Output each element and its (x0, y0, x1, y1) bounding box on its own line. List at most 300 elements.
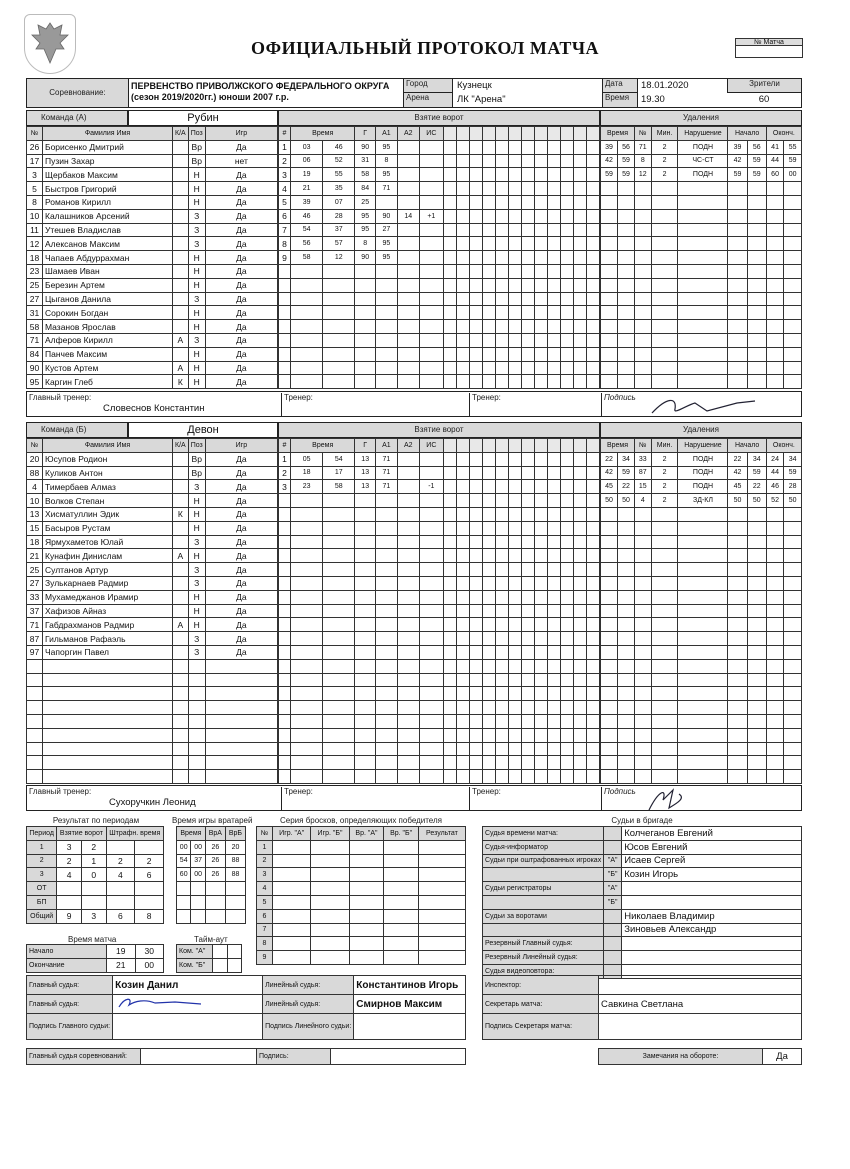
player-name: Мазанов Ярослав (43, 320, 173, 334)
main-referee-label-2: Главный судья: (27, 995, 113, 1014)
penalty-infraction (678, 361, 728, 375)
shootout-title: Серия бросков, определяющих победителя (280, 816, 442, 825)
player-position: З (188, 223, 205, 237)
goalie-time-table: Время ВрА ВрБ 00 00 26 20 54 37 26 88 60 00 26 88 (176, 826, 246, 924)
player-number: 84 (27, 347, 43, 361)
penalty-row (601, 375, 802, 389)
secretary-sign-label: Подпись Секретаря матча: (483, 1014, 599, 1040)
goal-row (279, 209, 600, 223)
player-row (27, 645, 278, 659)
player-name: Цыганов Данила (43, 292, 173, 306)
player-position: З (188, 480, 205, 494)
player-row (27, 480, 278, 494)
shootout-row: 2 (257, 854, 466, 868)
player-row (27, 333, 278, 347)
player-played: Да (205, 347, 277, 361)
penalty-infraction (678, 182, 728, 196)
player-row (27, 618, 278, 632)
goal-situation (419, 182, 443, 196)
goal-scorer: 13 (355, 452, 376, 466)
penalty-infraction (678, 632, 728, 646)
player-number: 71 (27, 333, 43, 347)
team-a-label: Команда (А) (26, 110, 128, 126)
penalty-row (601, 306, 802, 320)
goal-min: 05 (291, 452, 323, 466)
player-position: З (188, 535, 205, 549)
penalty-row (601, 195, 802, 209)
penalty-row (601, 576, 802, 590)
goal-sec: 54 (323, 452, 355, 466)
match-start-hour: 19 (107, 945, 136, 959)
empty-row (27, 756, 278, 770)
goal-row (279, 618, 600, 632)
empty-row (27, 770, 278, 784)
player-row (27, 168, 278, 182)
goal-row (279, 140, 600, 154)
player-name: Романов Кирилл (43, 195, 173, 209)
team-b-goals-title: Взятие ворот (278, 422, 600, 438)
player-ka (173, 182, 189, 196)
period-row: Общий 9 3 6 8 (27, 909, 164, 923)
player-ka (173, 251, 189, 265)
player-name: Каргин Глеб (43, 375, 173, 389)
player-name: Кустов Артем (43, 361, 173, 375)
sign-line-label: Подпись Линейного судьи: (263, 1014, 354, 1040)
player-played: Да (205, 480, 277, 494)
player-name: Ярмухаметов Юлай (43, 535, 173, 549)
player-row (27, 604, 278, 618)
goal-sec: 52 (323, 154, 355, 168)
goal-row (279, 480, 600, 494)
penalty-row (601, 659, 802, 673)
penalty-row: 45 22 15 2 ПОДН 45 22 46 28 (601, 480, 802, 494)
notes-table (598, 1048, 802, 1065)
penalty-infraction: ЧС-СТ (678, 154, 728, 168)
goal-row (279, 507, 600, 521)
team-b-name: Девон (128, 422, 278, 438)
player-played: Да (205, 521, 277, 535)
penalty-infraction (678, 756, 728, 770)
empty-row (27, 728, 278, 742)
team-b-goals-table: # Время Г А1 А2 ИС 1 05 54 13 71 2 18 17 13 71 3 23 58 13 71 -1 (278, 438, 600, 784)
goal-min: 19 (291, 168, 323, 182)
player-ka (173, 535, 189, 549)
goal-number: 1 (279, 452, 291, 466)
goal-row (279, 292, 600, 306)
player-played: Да (205, 645, 277, 659)
goal-situation (419, 140, 443, 154)
player-ka (173, 645, 189, 659)
goal-row (279, 494, 600, 508)
goal-min: 54 (291, 223, 323, 237)
player-played: Да (205, 576, 277, 590)
goal-row (279, 549, 600, 563)
referee-signature-icon (115, 995, 205, 1011)
player-name: Кунафин Динислам (43, 549, 173, 563)
team-b-head-coach: Сухоручкин Леонид (109, 797, 196, 808)
player-position: Вр (188, 452, 205, 466)
player-row (27, 140, 278, 154)
goal-sec: 17 (323, 466, 355, 480)
goal-assist-1: 95 (376, 168, 398, 182)
official-row: Судья видеоповтора: (483, 964, 802, 978)
team-a-roster-table (26, 126, 278, 389)
linesman-2: Смирнов Максим (354, 995, 466, 1014)
col-played: Игр (205, 127, 277, 141)
penalty-infraction (678, 770, 728, 784)
col-no: № (27, 127, 43, 141)
player-number: 25 (27, 278, 43, 292)
player-name: Юсупов Родион (43, 452, 173, 466)
goal-row (279, 742, 600, 756)
goal-assist-1: 71 (376, 480, 398, 494)
goal-row (279, 306, 600, 320)
competition-label: Соревнование: (27, 79, 129, 107)
player-ka (173, 521, 189, 535)
team-b-coach-row (26, 785, 802, 811)
goal-row (279, 320, 600, 334)
player-name: Тимербаев Алмаз (43, 480, 173, 494)
team-b-label: Команда (Б) (26, 422, 128, 438)
arena-value: ЛК "Арена" (457, 94, 506, 105)
player-name: Волков Степан (43, 494, 173, 508)
player-name: Габдрахманов Радмир (43, 618, 173, 632)
time-label: Время (602, 93, 638, 107)
goal-row (279, 168, 600, 182)
goal-scorer: 31 (355, 154, 376, 168)
player-position: Вр (188, 154, 205, 168)
goal-sec: 58 (323, 480, 355, 494)
officials-table (482, 826, 802, 979)
player-played: Да (205, 604, 277, 618)
player-position: Н (188, 320, 205, 334)
col-no: № (27, 439, 43, 453)
team-a-penalties-table: Время № Мин. Нарушение Начало Оконч. 39 56 71 2 ПОДН 39 56 41 55 42 59 8 2 ЧС-СТ 42 59 44 59 59 59 12 2 ПОДН 59 59 60 00 (600, 126, 802, 389)
player-played: Да (205, 237, 277, 251)
player-number: 21 (27, 549, 43, 563)
player-ka (173, 292, 189, 306)
goalie-time-title: Время игры вратарей (172, 816, 253, 825)
goal-scorer: 84 (355, 182, 376, 196)
main-referee-1: Козин Данил (113, 976, 263, 995)
player-ka: К (173, 375, 189, 389)
col-played: Игр (205, 439, 277, 453)
timeout-a-label: Ком. "А" (177, 945, 213, 959)
penalty-infraction (678, 237, 728, 251)
player-row (27, 563, 278, 577)
col-name: Фамилия Имя (43, 439, 173, 453)
player-position: Н (188, 278, 205, 292)
penalty-infraction (678, 209, 728, 223)
penalty-infraction (678, 333, 728, 347)
period-row: OT (27, 882, 164, 896)
goal-scorer: 13 (355, 480, 376, 494)
player-row (27, 251, 278, 265)
team-b-coach-label: Тренер: (281, 787, 313, 811)
player-position: З (188, 576, 205, 590)
player-name: Щербаков Максим (43, 168, 173, 182)
player-played: Да (205, 223, 277, 237)
spectators-value: 60 (758, 94, 770, 105)
goal-row (279, 687, 600, 701)
goal-row (279, 604, 600, 618)
goal-row (279, 223, 600, 237)
player-number: 27 (27, 292, 43, 306)
player-ka (173, 466, 189, 480)
player-ka (173, 604, 189, 618)
player-row (27, 209, 278, 223)
goal-assist-1 (376, 195, 398, 209)
player-number: 87 (27, 632, 43, 646)
col-name: Фамилия Имя (43, 127, 173, 141)
player-row (27, 264, 278, 278)
sign-main-label: Подпись Главного судьи: (27, 1014, 113, 1040)
penalty-infraction (678, 306, 728, 320)
match-end-label: Окончание (27, 958, 107, 972)
player-ka (173, 320, 189, 334)
shootout-row: 6 (257, 909, 466, 923)
player-ka (173, 590, 189, 604)
goal-number: 5 (279, 195, 291, 209)
goalie-time-row (177, 882, 246, 896)
team-a-name: Рубин (128, 110, 278, 126)
goal-situation (419, 223, 443, 237)
goal-row (279, 278, 600, 292)
player-name: Утешев Владислав (43, 223, 173, 237)
shootout-row: 8 (257, 937, 466, 951)
player-played: Да (205, 195, 277, 209)
player-ka (173, 223, 189, 237)
official-row: Судья времени матча: Колчеганов Евгений (483, 827, 802, 841)
penalty-infraction (678, 195, 728, 209)
empty-row (27, 742, 278, 756)
player-position: Н (188, 507, 205, 521)
match-number-box (735, 38, 803, 58)
goal-sec: 55 (323, 168, 355, 182)
penalty-row (601, 756, 802, 770)
goal-row (279, 728, 600, 742)
penalty-row (601, 223, 802, 237)
player-number: 37 (27, 604, 43, 618)
penalty-row (601, 590, 802, 604)
team-b-penalties-table: Время № Мин. Нарушение Начало Оконч. 22 34 33 2 ПОДН 22 34 24 34 42 59 87 2 ПОДН 42 59 44 59 45 22 15 2 ПОДН 45 22 46 28 50 50 4 2 ЗД-КЛ 50 50 52 50 (600, 438, 802, 784)
period-row: 3 4 0 4 6 (27, 868, 164, 882)
player-ka: А (173, 549, 189, 563)
penalty-row (601, 618, 802, 632)
goal-assist-2: 14 (397, 209, 419, 223)
penalty-row: 42 59 87 2 ПОДН 42 59 44 59 (601, 466, 802, 480)
player-played: Да (205, 375, 277, 389)
goal-scorer: 90 (355, 251, 376, 265)
player-name: Мухамеджанов Ирамир (43, 590, 173, 604)
penalty-row (601, 632, 802, 646)
player-name: Хисматуллин Эдик (43, 507, 173, 521)
player-row (27, 521, 278, 535)
main-referee-2 (113, 995, 263, 1014)
player-ka (173, 576, 189, 590)
player-position: З (188, 563, 205, 577)
penalty-infraction (678, 320, 728, 334)
goal-min: 03 (291, 140, 323, 154)
player-number: 12 (27, 237, 43, 251)
spectators-label: Зрители (727, 79, 801, 93)
player-row (27, 494, 278, 508)
inspector-label: Инспектор: (483, 976, 599, 995)
player-ka (173, 480, 189, 494)
player-position: Н (188, 306, 205, 320)
player-name: Алферов Кирилл (43, 333, 173, 347)
player-number: 10 (27, 494, 43, 508)
penalty-row (601, 673, 802, 687)
player-position: Н (188, 521, 205, 535)
player-row (27, 576, 278, 590)
penalty-infraction (678, 576, 728, 590)
player-position: Н (188, 168, 205, 182)
goal-number: 7 (279, 223, 291, 237)
goal-assist-1: 27 (376, 223, 398, 237)
goal-number: 2 (279, 466, 291, 480)
goal-assist-2 (397, 452, 419, 466)
competition-header (26, 78, 802, 108)
competition-value: ПЕРВЕНСТВО ПРИВОЛЖСКОГО ФЕДЕРАЛЬНОГО ОКРУГА (сезон 2019/2020гг.) юноши 2007 г.р. (131, 81, 390, 102)
goal-assist-1: 95 (376, 140, 398, 154)
player-ka (173, 347, 189, 361)
player-ka: А (173, 333, 189, 347)
penalty-infraction (678, 742, 728, 756)
linesman-1: Константинов Игорь (354, 976, 466, 995)
goal-assist-1: 71 (376, 466, 398, 480)
player-row (27, 361, 278, 375)
penalty-row (601, 278, 802, 292)
goal-number: 4 (279, 182, 291, 196)
document-title: ОФИЦИАЛЬНЫЙ ПРОТОКОЛ МАТЧА (250, 38, 600, 58)
goal-assist-2 (397, 480, 419, 494)
shootout-row: 1 (257, 840, 466, 854)
empty-row (27, 701, 278, 715)
goal-row (279, 361, 600, 375)
penalty-row (601, 347, 802, 361)
player-number: 18 (27, 251, 43, 265)
chief-sign-label: Подпись: (257, 1049, 331, 1065)
time-value: 19.30 (641, 94, 665, 105)
goal-assist-2 (397, 237, 419, 251)
player-ka (173, 209, 189, 223)
goal-sec: 37 (323, 223, 355, 237)
player-position: Н (188, 347, 205, 361)
chief-referee-label: Главный судья соревнований: (27, 1049, 141, 1065)
player-ka (173, 632, 189, 646)
player-ka (173, 140, 189, 154)
city-value: Кузнецк (457, 80, 492, 91)
goal-scorer: 90 (355, 140, 376, 154)
goal-row (279, 375, 600, 389)
player-number: 17 (27, 154, 43, 168)
team-b-roster-table (26, 438, 278, 784)
player-number: 23 (27, 264, 43, 278)
player-number: 3 (27, 168, 43, 182)
player-row (27, 466, 278, 480)
period-row: 1 3 2 (27, 840, 164, 854)
goal-row (279, 466, 600, 480)
team-a-goals-table: # Время Г А1 А2 ИС 1 03 46 90 95 2 06 52 31 8 3 19 55 58 95 4 21 35 84 71 5 39 07 25 6 46 28 95 90 14 +1 7 54 37 95 27 8 56 57 8 95 9 58 12 90 95 (278, 126, 600, 389)
penalty-infraction (678, 507, 728, 521)
player-name: Борисенко Дмитрий (43, 140, 173, 154)
player-row (27, 292, 278, 306)
player-number: 13 (27, 507, 43, 521)
match-end-hour: 21 (107, 958, 136, 972)
player-number: 26 (27, 140, 43, 154)
goal-row (279, 154, 600, 168)
match-time-title: Время матча (68, 935, 117, 944)
player-row (27, 632, 278, 646)
player-number: 8 (27, 195, 43, 209)
player-ka (173, 306, 189, 320)
goal-assist-2 (397, 140, 419, 154)
empty-row (27, 659, 278, 673)
player-number: 15 (27, 521, 43, 535)
player-played: Да (205, 618, 277, 632)
player-ka (173, 264, 189, 278)
team-a-signature-icon (647, 395, 757, 417)
player-position: З (188, 645, 205, 659)
penalty-row (601, 507, 802, 521)
team-a-coach2-label: Тренер: (469, 393, 501, 417)
match-end-min: 00 (135, 958, 164, 972)
penalty-infraction: ЗД-КЛ (678, 494, 728, 508)
penalty-row (601, 237, 802, 251)
arena-label: Арена (403, 93, 453, 107)
penalty-row (601, 604, 802, 618)
penalty-row: 22 34 33 2 ПОДН 22 34 24 34 (601, 452, 802, 466)
timeout-title: Тайм-аут (194, 935, 228, 944)
penalty-row (601, 209, 802, 223)
goal-min: 23 (291, 480, 323, 494)
goalie-time-row: 60 00 26 88 (177, 868, 246, 882)
goal-min: 56 (291, 237, 323, 251)
match-start-min: 30 (135, 945, 164, 959)
match-time-table (26, 944, 164, 973)
player-row (27, 237, 278, 251)
goal-row (279, 659, 600, 673)
goal-row (279, 673, 600, 687)
player-position: Вр (188, 466, 205, 480)
player-row (27, 306, 278, 320)
notes-label: Замечания на обороте: (599, 1049, 763, 1065)
player-ka (173, 154, 189, 168)
player-played: Да (205, 168, 277, 182)
chief-referee-table (26, 1048, 466, 1065)
player-name: Калашников Арсений (43, 209, 173, 223)
goal-assist-2 (397, 466, 419, 480)
penalty-infraction: ПОДН (678, 452, 728, 466)
goal-scorer: 25 (355, 195, 376, 209)
penalty-row (601, 251, 802, 265)
player-played: Да (205, 209, 277, 223)
player-played: Да (205, 549, 277, 563)
penalty-infraction (678, 223, 728, 237)
shootout-row: 5 (257, 895, 466, 909)
shootout-row: 7 (257, 923, 466, 937)
goal-min: 46 (291, 209, 323, 223)
goal-row (279, 452, 600, 466)
goal-assist-2 (397, 223, 419, 237)
penalty-row (601, 361, 802, 375)
official-row: Резервный Главный судья: (483, 937, 802, 951)
referees-table (26, 975, 466, 1040)
goal-row (279, 347, 600, 361)
player-ka: А (173, 618, 189, 632)
penalty-row (601, 728, 802, 742)
